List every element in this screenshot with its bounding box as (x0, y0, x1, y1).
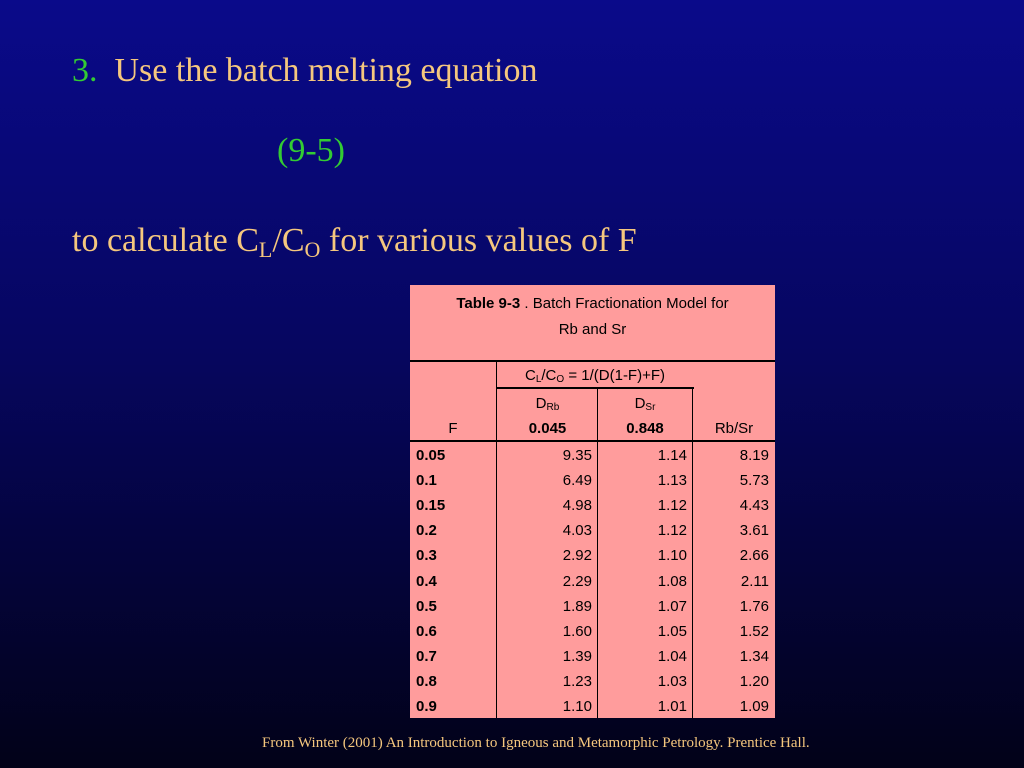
sr-cl-co: 1.08 (657, 572, 687, 590)
f-value: 0.2 (416, 522, 437, 540)
table-caption-line1: . Batch Fractionation Model for (520, 295, 729, 312)
d-rb-header (498, 391, 597, 416)
d-sr-letter: D (634, 395, 646, 412)
rb-cl-co: 1.10 (562, 698, 592, 715)
rb-sr-ratio: 5.73 (739, 472, 769, 490)
subheading-suffix: for various values of F (320, 222, 637, 259)
f-value: 0.7 (416, 647, 437, 665)
heading-text: Use the batch melting equation (114, 52, 538, 89)
rb-sr-ratio: 1.20 (739, 672, 769, 690)
rb-cl-co: 4.98 (562, 497, 592, 515)
rb-sr-ratio: 1.52 (739, 622, 769, 640)
rb-sr-ratio: 1.76 (739, 597, 769, 615)
caption-divider (410, 360, 775, 362)
f-value: 0.4 (416, 572, 437, 590)
sr-cl-co: 1.10 (657, 547, 687, 565)
formula-slash: /C (541, 367, 557, 384)
subheading-sub-l: L (258, 237, 273, 262)
sr-cl-co: 1.04 (657, 647, 687, 665)
subheading-prefix: to calculate C (72, 222, 259, 259)
heading-number: 3. (72, 52, 98, 89)
rb-cl-co: 9.35 (562, 447, 592, 464)
rb-sr-ratio: 2.66 (739, 547, 769, 565)
table-caption (410, 291, 775, 343)
f-value: 0.3 (416, 547, 437, 565)
sr-cl-co: 1.01 (657, 698, 687, 715)
rb-cl-co: 1.60 (562, 622, 592, 640)
rb-sr-ratio: 1.09 (739, 698, 769, 715)
subheading-sub-o: O (304, 237, 321, 262)
rb-sr-ratio: 1.34 (739, 647, 769, 665)
sr-cl-co: 1.03 (657, 672, 687, 690)
f-value: 0.6 (416, 622, 437, 640)
d-sr-value: 0.848 (626, 420, 664, 437)
d-sr-header (598, 391, 692, 416)
rb-sr-ratio: 8.19 (739, 447, 769, 464)
rb-cl-co: 1.39 (562, 647, 592, 665)
sr-cl-co: 1.05 (657, 622, 687, 640)
rb-cl-co: 2.92 (562, 547, 592, 565)
table-caption-line2: Rb and Sr (558, 321, 627, 338)
rb-sr-ratio: 2.11 (740, 572, 769, 590)
formula-c: C (524, 367, 536, 384)
slide-subheading (72, 222, 637, 260)
sr-cl-co: 1.12 (657, 522, 687, 540)
sr-cl-co: 1.12 (657, 497, 687, 515)
f-value: 0.1 (416, 472, 437, 490)
rb-cl-co: 6.49 (562, 472, 592, 490)
f-value: 0.8 (416, 672, 437, 690)
formula-sub-l: L (535, 374, 542, 385)
d-rb-letter: D (535, 395, 547, 412)
rb-cl-co: 1.23 (562, 672, 592, 690)
d-rb-value: 0.045 (528, 420, 567, 437)
rb-sr-ratio: 3.61 (739, 522, 769, 540)
f-value: 0.05 (416, 447, 446, 464)
ratio-column-header: Rb/Sr (714, 420, 754, 437)
d-rb-sub: Rb (546, 402, 560, 413)
formula-header (498, 363, 692, 388)
formula-sub-o: O (556, 374, 565, 385)
f-column-header: F (448, 420, 458, 437)
sr-cl-co: 1.07 (657, 597, 687, 615)
f-value: 0.15 (416, 497, 446, 515)
source-citation: From Winter (2001) An Introduction to Igneous and Metamorphic Petrology. Prentice Hall. (262, 735, 810, 751)
f-value: 0.5 (416, 597, 437, 615)
batch-fractionation-table (410, 285, 775, 718)
rb-cl-co: 1.89 (562, 597, 592, 615)
rb-cl-co: 2.29 (562, 572, 592, 590)
slide-heading (72, 52, 538, 90)
equation-number: (9-5) (277, 132, 345, 169)
table-caption-label: Table 9-3 (456, 295, 521, 312)
sr-cl-co: 1.13 (657, 472, 687, 490)
d-sr-sub: Sr (645, 402, 656, 413)
rb-sr-ratio: 4.43 (739, 497, 769, 515)
rb-cl-co: 4.03 (562, 522, 592, 540)
col-divider-1 (496, 362, 497, 718)
sr-cl-co: 1.14 (657, 447, 687, 464)
formula-rest: = 1/(D(1-F)+F) (564, 367, 666, 384)
subheading-mid: /C (272, 222, 305, 259)
f-value: 0.9 (416, 698, 437, 715)
